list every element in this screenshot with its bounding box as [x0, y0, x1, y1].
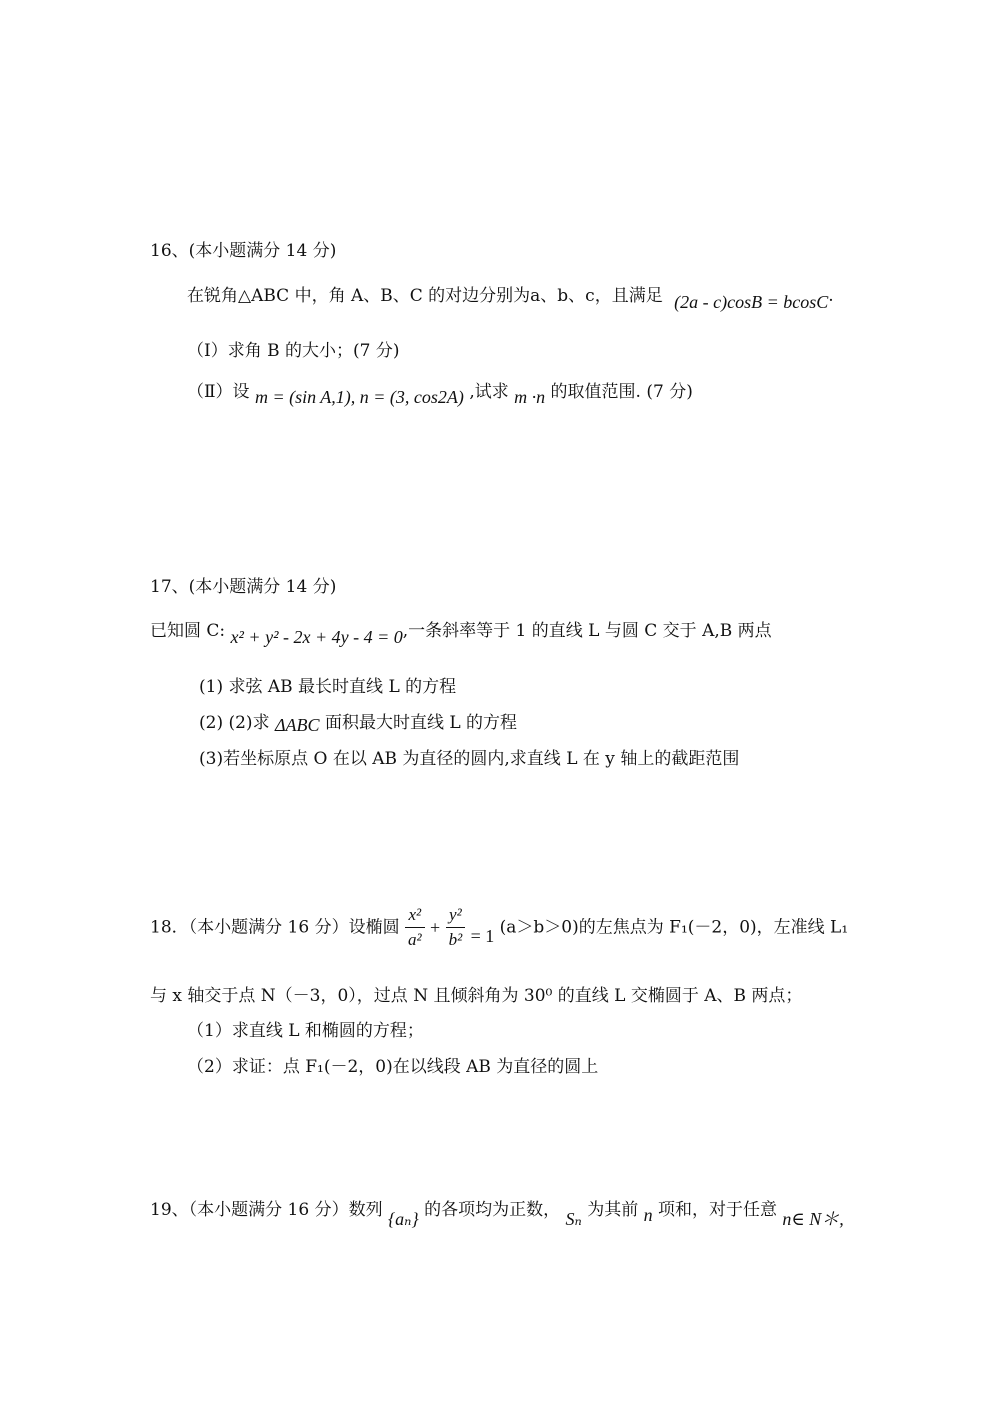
q18-line2: 与 x 轴交于点 N（－3，0），过点 N 且倾斜角为 30⁰ 的直线 L 交椭圆于 A、B 两点； [150, 986, 803, 1006]
q16-part2-suffix: 的取值范围. (7 分) [550, 382, 693, 402]
q17-stem-suffix: ,一条斜率等于 1 的直线 L 与圆 C 交于 A,B 两点 [402, 621, 772, 641]
q17-part2-prefix: (2) (2)求 [199, 713, 270, 733]
q16-part2-formula: m = (sin A,1), n = (3, cos2A) [254, 387, 464, 407]
q16-part2 [187, 380, 693, 407]
q16-part1: （Ⅰ）求角 B 的大小；(7 分) [187, 341, 400, 361]
q19-sn: Sₙ [565, 1209, 582, 1229]
q18-line1 [150, 903, 848, 952]
q19-condition: n∈ N＊, [782, 1209, 844, 1229]
q17-part2-formula: ΔABC [274, 715, 320, 735]
q17-stem [150, 619, 772, 647]
q19-line [150, 1198, 844, 1229]
q16-part2-prefix: （Ⅱ）设 [187, 382, 250, 402]
q19-sequence: {aₙ} [387, 1209, 419, 1229]
q16-part2-mid: ,试求 [469, 382, 509, 402]
q18-frac-y-over-b [446, 903, 466, 952]
q19-mid2: 为其前 [587, 1200, 639, 1220]
q19-mid1: 的各项均为正数， [424, 1200, 561, 1220]
q18-line1-rest: (a＞b＞0)的左焦点为 F₁(－2，0)，左准线 L₁ [499, 917, 849, 938]
q16-stem-end: . [828, 286, 834, 306]
q16-header: 16、(本小题满分 14 分) [150, 241, 337, 261]
q18-frac1-num: x² [405, 903, 425, 928]
q18-part2: （2）求证：点 F₁(－2，0)在以线段 AB 为直径的圆上 [187, 1057, 599, 1077]
q16-stem [187, 284, 834, 312]
q17-stem-formula: x² + y² - 2x + 4y - 4 = 0 [230, 627, 403, 647]
q18-equals: = 1 [470, 925, 495, 946]
q18-frac-x-over-a [405, 903, 425, 952]
q18-frac2-den: b² [448, 930, 463, 949]
q16-stem-formula: (2a - c)cosB = bcosC [674, 292, 829, 312]
q17-stem-prefix: 已知圆 C: [150, 621, 226, 641]
q19-mid3: 项和，对于任意 [658, 1200, 778, 1220]
q18-plus: + [430, 917, 441, 938]
q17-part1: (1) 求弦 AB 最长时直线 L 的方程 [199, 677, 457, 697]
q18-frac1-den: a² [407, 930, 422, 949]
q19-n: n [643, 1205, 653, 1225]
q18-header: 18．（本小题满分 16 分）设椭圆 [150, 917, 400, 938]
q16-part2-formula2: m ·n [514, 387, 546, 407]
q18-part1: （1）求直线 L 和椭圆的方程； [187, 1021, 424, 1041]
q17-part3: (3)若坐标原点 O 在以 AB 为直径的圆内,求直线 L 在 y 轴上的截距范围 [199, 749, 740, 769]
q19-header: 19、（本小题满分 16 分）数列 [150, 1200, 383, 1220]
q17-header: 17、(本小题满分 14 分) [150, 577, 337, 597]
q17-part2 [199, 711, 517, 734]
q18-frac2-num: y² [446, 903, 466, 928]
q17-part2-suffix: 面积最大时直线 L 的方程 [324, 713, 518, 733]
q16-stem-text: 在锐角△ABC 中，角 A、B、C 的对边分别为a、b、c，且满足 [187, 286, 663, 306]
